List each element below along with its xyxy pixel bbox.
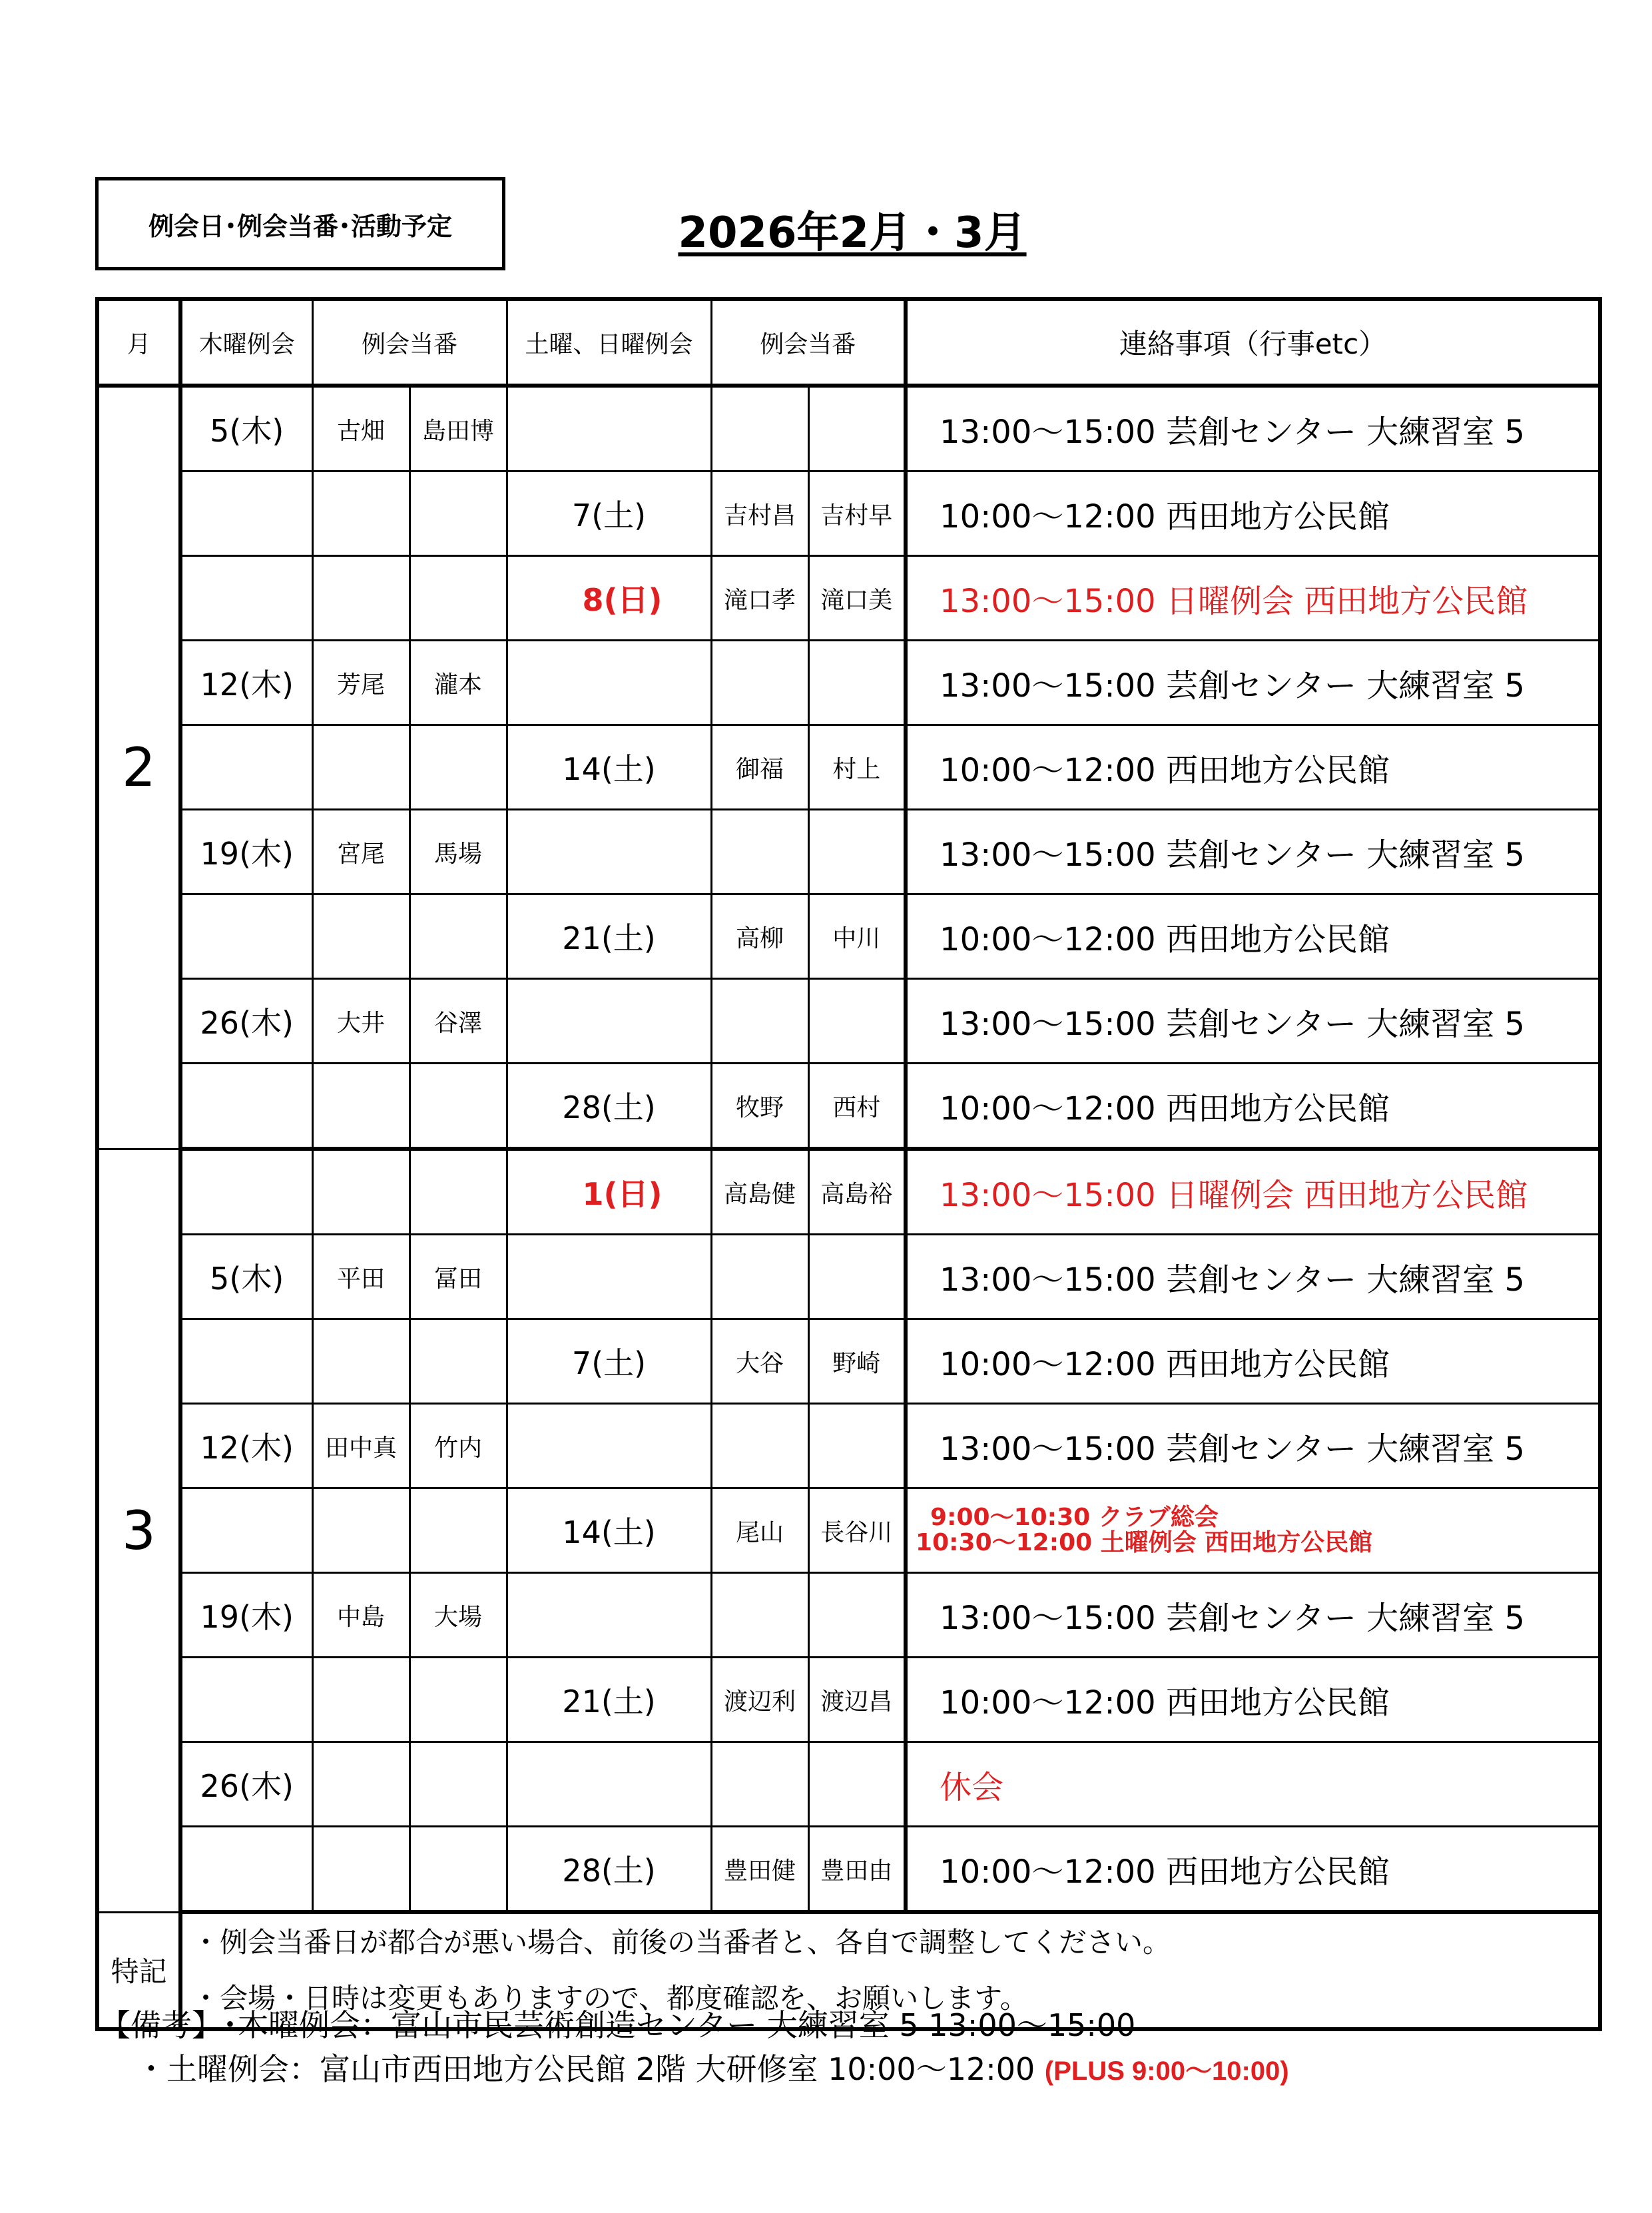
thursday-duty-b-cell — [410, 1149, 507, 1235]
weekend-duty-a-cell: 尾山 — [711, 1488, 808, 1573]
table-row — [97, 1064, 1600, 1149]
header-weekend: 土曜、日曜例会 — [507, 299, 711, 386]
thursday-duty-a-cell: 大井 — [312, 979, 410, 1064]
weekend-duty-a-cell: 滝口孝 — [711, 556, 808, 641]
weekend-duty-b-cell: 野崎 — [808, 1319, 906, 1404]
thursday-date-cell: 26(木) — [180, 979, 312, 1064]
header-thursday: 木曜例会 — [180, 299, 312, 386]
weekend-duty-a-cell: 大谷 — [711, 1319, 808, 1404]
table-row — [97, 725, 1600, 810]
thursday-date-cell — [180, 556, 312, 641]
notes-cell: 13:00～15:00 芸創センター 大練習室 5 — [906, 386, 1600, 472]
table-row — [97, 1404, 1600, 1488]
weekend-date-cell: 21(土) — [507, 1658, 711, 1742]
thursday-duty-a-cell — [312, 1742, 410, 1827]
notes-cell: 13:00～15:00 芸創センター 大練習室 5 — [906, 979, 1600, 1064]
table-row — [97, 1149, 1600, 1235]
header-thursday-duty: 例会当番 — [312, 299, 507, 386]
weekend-duty-a-cell: 御福 — [711, 725, 808, 810]
weekend-duty-a-cell — [711, 641, 808, 725]
thursday-date-cell: 19(木) — [180, 810, 312, 894]
notes-line-2: 10:30～12:00 土曜例会 西田地方公民館 — [916, 1529, 1373, 1556]
weekend-date-cell: 21(土) — [507, 894, 711, 979]
footer-notes — [100, 2003, 1289, 2093]
thursday-duty-b-cell — [410, 725, 507, 810]
weekend-date-cell: 7(土) — [507, 1319, 711, 1404]
thursday-date-cell — [180, 1658, 312, 1742]
schedule-table — [95, 297, 1602, 2031]
thursday-duty-a-cell — [312, 1658, 410, 1742]
thursday-date-cell — [180, 725, 312, 810]
thursday-date-cell — [180, 1488, 312, 1573]
weekend-duty-b-cell: 西村 — [808, 1064, 906, 1149]
thursday-date-cell — [180, 1319, 312, 1404]
weekend-date-cell: 1(日) — [507, 1149, 711, 1235]
notes-line-1: 9:00～10:30 クラブ総会 — [930, 1504, 1219, 1532]
weekend-duty-b-cell: 滝口美 — [808, 556, 906, 641]
remarks-line: ・会場・日時は変更もありますので、都度確認を、お願いします。 — [192, 1982, 1028, 2015]
footer-line-thursday: 【備考】･木曜例会：富山市民芸術創造センター 大練習室 5 13:00～15:00 — [100, 2007, 1136, 2043]
thursday-duty-a-cell — [312, 1149, 410, 1235]
thursday-duty-b-cell — [410, 1742, 507, 1827]
table-row — [97, 1319, 1600, 1404]
weekend-duty-a-cell — [711, 386, 808, 472]
thursday-duty-a-cell: 宮尾 — [312, 810, 410, 894]
notes-cell: 10:00～12:00 西田地方公民館 — [906, 472, 1600, 556]
notes-cell: 13:00～15:00 芸創センター 大練習室 5 — [906, 641, 1600, 725]
weekend-duty-a-cell: 高島健 — [711, 1149, 808, 1235]
thursday-date-cell: 12(木) — [180, 641, 312, 725]
weekend-date-cell — [507, 641, 711, 725]
table-row — [97, 979, 1600, 1064]
thursday-duty-a-cell — [312, 1319, 410, 1404]
notes-cell: 13:00～15:00 芸創センター 大練習室 5 — [906, 1573, 1600, 1658]
weekend-date-cell: 7(土) — [507, 472, 711, 556]
weekend-date-cell — [507, 1404, 711, 1488]
weekend-date-cell: 14(土) — [507, 1488, 711, 1573]
footer-line-saturday-text: ・土曜例会：富山市西田地方公民館 2階 大研修室 10:00～12:00 — [136, 2051, 1045, 2087]
weekend-duty-a-cell — [711, 1404, 808, 1488]
table-row — [97, 1658, 1600, 1742]
remarks-label: 特記 — [97, 1912, 180, 2029]
weekend-duty-a-cell: 牧野 — [711, 1064, 808, 1149]
table-row — [97, 1235, 1600, 1319]
thursday-date-cell: 5(木) — [180, 1235, 312, 1319]
table-header-row — [97, 299, 1600, 386]
thursday-date-cell: 12(木) — [180, 1404, 312, 1488]
thursday-duty-b-cell — [410, 1827, 507, 1913]
thursday-duty-b-cell: 大場 — [410, 1573, 507, 1658]
table-row — [97, 1742, 1600, 1827]
notes-cell: 13:00～15:00 芸創センター 大練習室 5 — [906, 1404, 1600, 1488]
thursday-date-cell — [180, 1827, 312, 1913]
weekend-duty-b-cell — [808, 386, 906, 472]
thursday-duty-a-cell — [312, 725, 410, 810]
weekend-duty-b-cell: 村上 — [808, 725, 906, 810]
weekend-duty-b-cell — [808, 1404, 906, 1488]
thursday-duty-a-cell — [312, 556, 410, 641]
notes-cell: 10:00～12:00 西田地方公民館 — [906, 1064, 1600, 1149]
thursday-duty-b-cell: 馬場 — [410, 810, 507, 894]
weekend-duty-b-cell — [808, 810, 906, 894]
weekend-date-cell — [507, 979, 711, 1064]
thursday-duty-b-cell: 瀧本 — [410, 641, 507, 725]
thursday-duty-a-cell: 古畑 — [312, 386, 410, 472]
thursday-date-cell — [180, 894, 312, 979]
weekend-date-cell — [507, 386, 711, 472]
thursday-duty-a-cell: 田中真 — [312, 1404, 410, 1488]
weekend-duty-b-cell: 高島裕 — [808, 1149, 906, 1235]
notes-cell: 13:00～15:00 日曜例会 西田地方公民館 — [906, 556, 1600, 641]
page-title: 2026年2月・3月 — [678, 208, 1027, 258]
notes-cell — [906, 1488, 1600, 1573]
footer-line-saturday — [100, 2047, 1289, 2093]
weekend-duty-b-cell: 中川 — [808, 894, 906, 979]
table-row — [97, 472, 1600, 556]
schedule-label: 例会日･例会当番･活動予定 — [148, 211, 452, 241]
weekend-duty-a-cell — [711, 979, 808, 1064]
thursday-date-cell — [180, 1064, 312, 1149]
weekend-duty-a-cell — [711, 1573, 808, 1658]
table-row — [97, 386, 1600, 472]
weekend-date-cell — [507, 1235, 711, 1319]
weekend-duty-b-cell — [808, 641, 906, 725]
thursday-duty-a-cell: 芳尾 — [312, 641, 410, 725]
thursday-duty-b-cell: 島田博 — [410, 386, 507, 472]
month-cell: 3 — [97, 1149, 180, 1912]
thursday-duty-b-cell — [410, 894, 507, 979]
thursday-duty-b-cell: 谷澤 — [410, 979, 507, 1064]
header-notes: 連絡事項（行事etc） — [906, 299, 1600, 386]
thursday-duty-b-cell — [410, 556, 507, 641]
thursday-date-cell — [180, 472, 312, 556]
notes-cell: 13:00～15:00 日曜例会 西田地方公民館 — [906, 1149, 1600, 1235]
thursday-duty-a-cell — [312, 1488, 410, 1573]
thursday-duty-b-cell — [410, 472, 507, 556]
thursday-duty-a-cell — [312, 1827, 410, 1913]
header-weekend-duty: 例会当番 — [711, 299, 906, 386]
weekend-date-cell: 14(土) — [507, 725, 711, 810]
table-row — [97, 810, 1600, 894]
table-row — [97, 1573, 1600, 1658]
weekend-date-cell: 28(土) — [507, 1064, 711, 1149]
weekend-duty-a-cell — [711, 810, 808, 894]
notes-cell: 10:00～12:00 西田地方公民館 — [906, 1827, 1600, 1913]
weekend-date-cell — [507, 810, 711, 894]
weekend-duty-b-cell: 渡辺昌 — [808, 1658, 906, 1742]
weekend-duty-b-cell: 吉村早 — [808, 472, 906, 556]
weekend-duty-a-cell — [711, 1742, 808, 1827]
notes-cell: 10:00～12:00 西田地方公民館 — [906, 725, 1600, 810]
weekend-duty-a-cell: 渡辺利 — [711, 1658, 808, 1742]
thursday-duty-a-cell — [312, 894, 410, 979]
weekend-duty-a-cell: 吉村昌 — [711, 472, 808, 556]
thursday-duty-b-cell — [410, 1488, 507, 1573]
table-row — [97, 641, 1600, 725]
thursday-duty-b-cell — [410, 1064, 507, 1149]
month-cell: 2 — [97, 386, 180, 1149]
weekend-duty-b-cell — [808, 979, 906, 1064]
table-row — [97, 1827, 1600, 1913]
weekend-duty-a-cell: 高柳 — [711, 894, 808, 979]
notes-cell: 10:00～12:00 西田地方公民館 — [906, 894, 1600, 979]
table-row — [97, 556, 1600, 641]
thursday-date-cell: 26(木) — [180, 1742, 312, 1827]
thursday-date-cell: 19(木) — [180, 1573, 312, 1658]
thursday-duty-b-cell: 竹内 — [410, 1404, 507, 1488]
weekend-date-cell — [507, 1573, 711, 1658]
weekend-date-cell: 8(日) — [507, 556, 711, 641]
weekend-duty-b-cell: 豊田由 — [808, 1827, 906, 1913]
thursday-duty-b-cell — [410, 1658, 507, 1742]
notes-cell: 休会 — [906, 1742, 1600, 1827]
notes-cell: 10:00～12:00 西田地方公民館 — [906, 1319, 1600, 1404]
thursday-duty-b-cell: 冨田 — [410, 1235, 507, 1319]
footer-plus-note: (PLUS 9:00～10:00) — [1044, 2056, 1289, 2086]
table-row — [97, 1488, 1600, 1573]
thursday-date-cell — [180, 1149, 312, 1235]
notes-cell: 13:00～15:00 芸創センター 大練習室 5 — [906, 1235, 1600, 1319]
remarks-line: ・例会当番日が都合が悪い場合、前後の当番者と、各自で調整してください。 — [192, 1926, 1171, 1959]
thursday-date-cell: 5(木) — [180, 386, 312, 472]
schedule-label-box — [95, 177, 505, 270]
notes-cell: 10:00～12:00 西田地方公民館 — [906, 1658, 1600, 1742]
weekend-date-cell: 28(土) — [507, 1827, 711, 1913]
header-month: 月 — [97, 299, 180, 386]
table-row — [97, 894, 1600, 979]
weekend-duty-a-cell: 豊田健 — [711, 1827, 808, 1913]
thursday-duty-a-cell: 平田 — [312, 1235, 410, 1319]
weekend-duty-b-cell — [808, 1573, 906, 1658]
weekend-duty-b-cell — [808, 1742, 906, 1827]
thursday-duty-a-cell: 中島 — [312, 1573, 410, 1658]
weekend-duty-a-cell — [711, 1235, 808, 1319]
weekend-date-cell — [507, 1742, 711, 1827]
notes-cell: 13:00～15:00 芸創センター 大練習室 5 — [906, 810, 1600, 894]
thursday-duty-b-cell — [410, 1319, 507, 1404]
thursday-duty-a-cell — [312, 1064, 410, 1149]
thursday-duty-a-cell — [312, 472, 410, 556]
weekend-duty-b-cell — [808, 1235, 906, 1319]
weekend-duty-b-cell: 長谷川 — [808, 1488, 906, 1573]
